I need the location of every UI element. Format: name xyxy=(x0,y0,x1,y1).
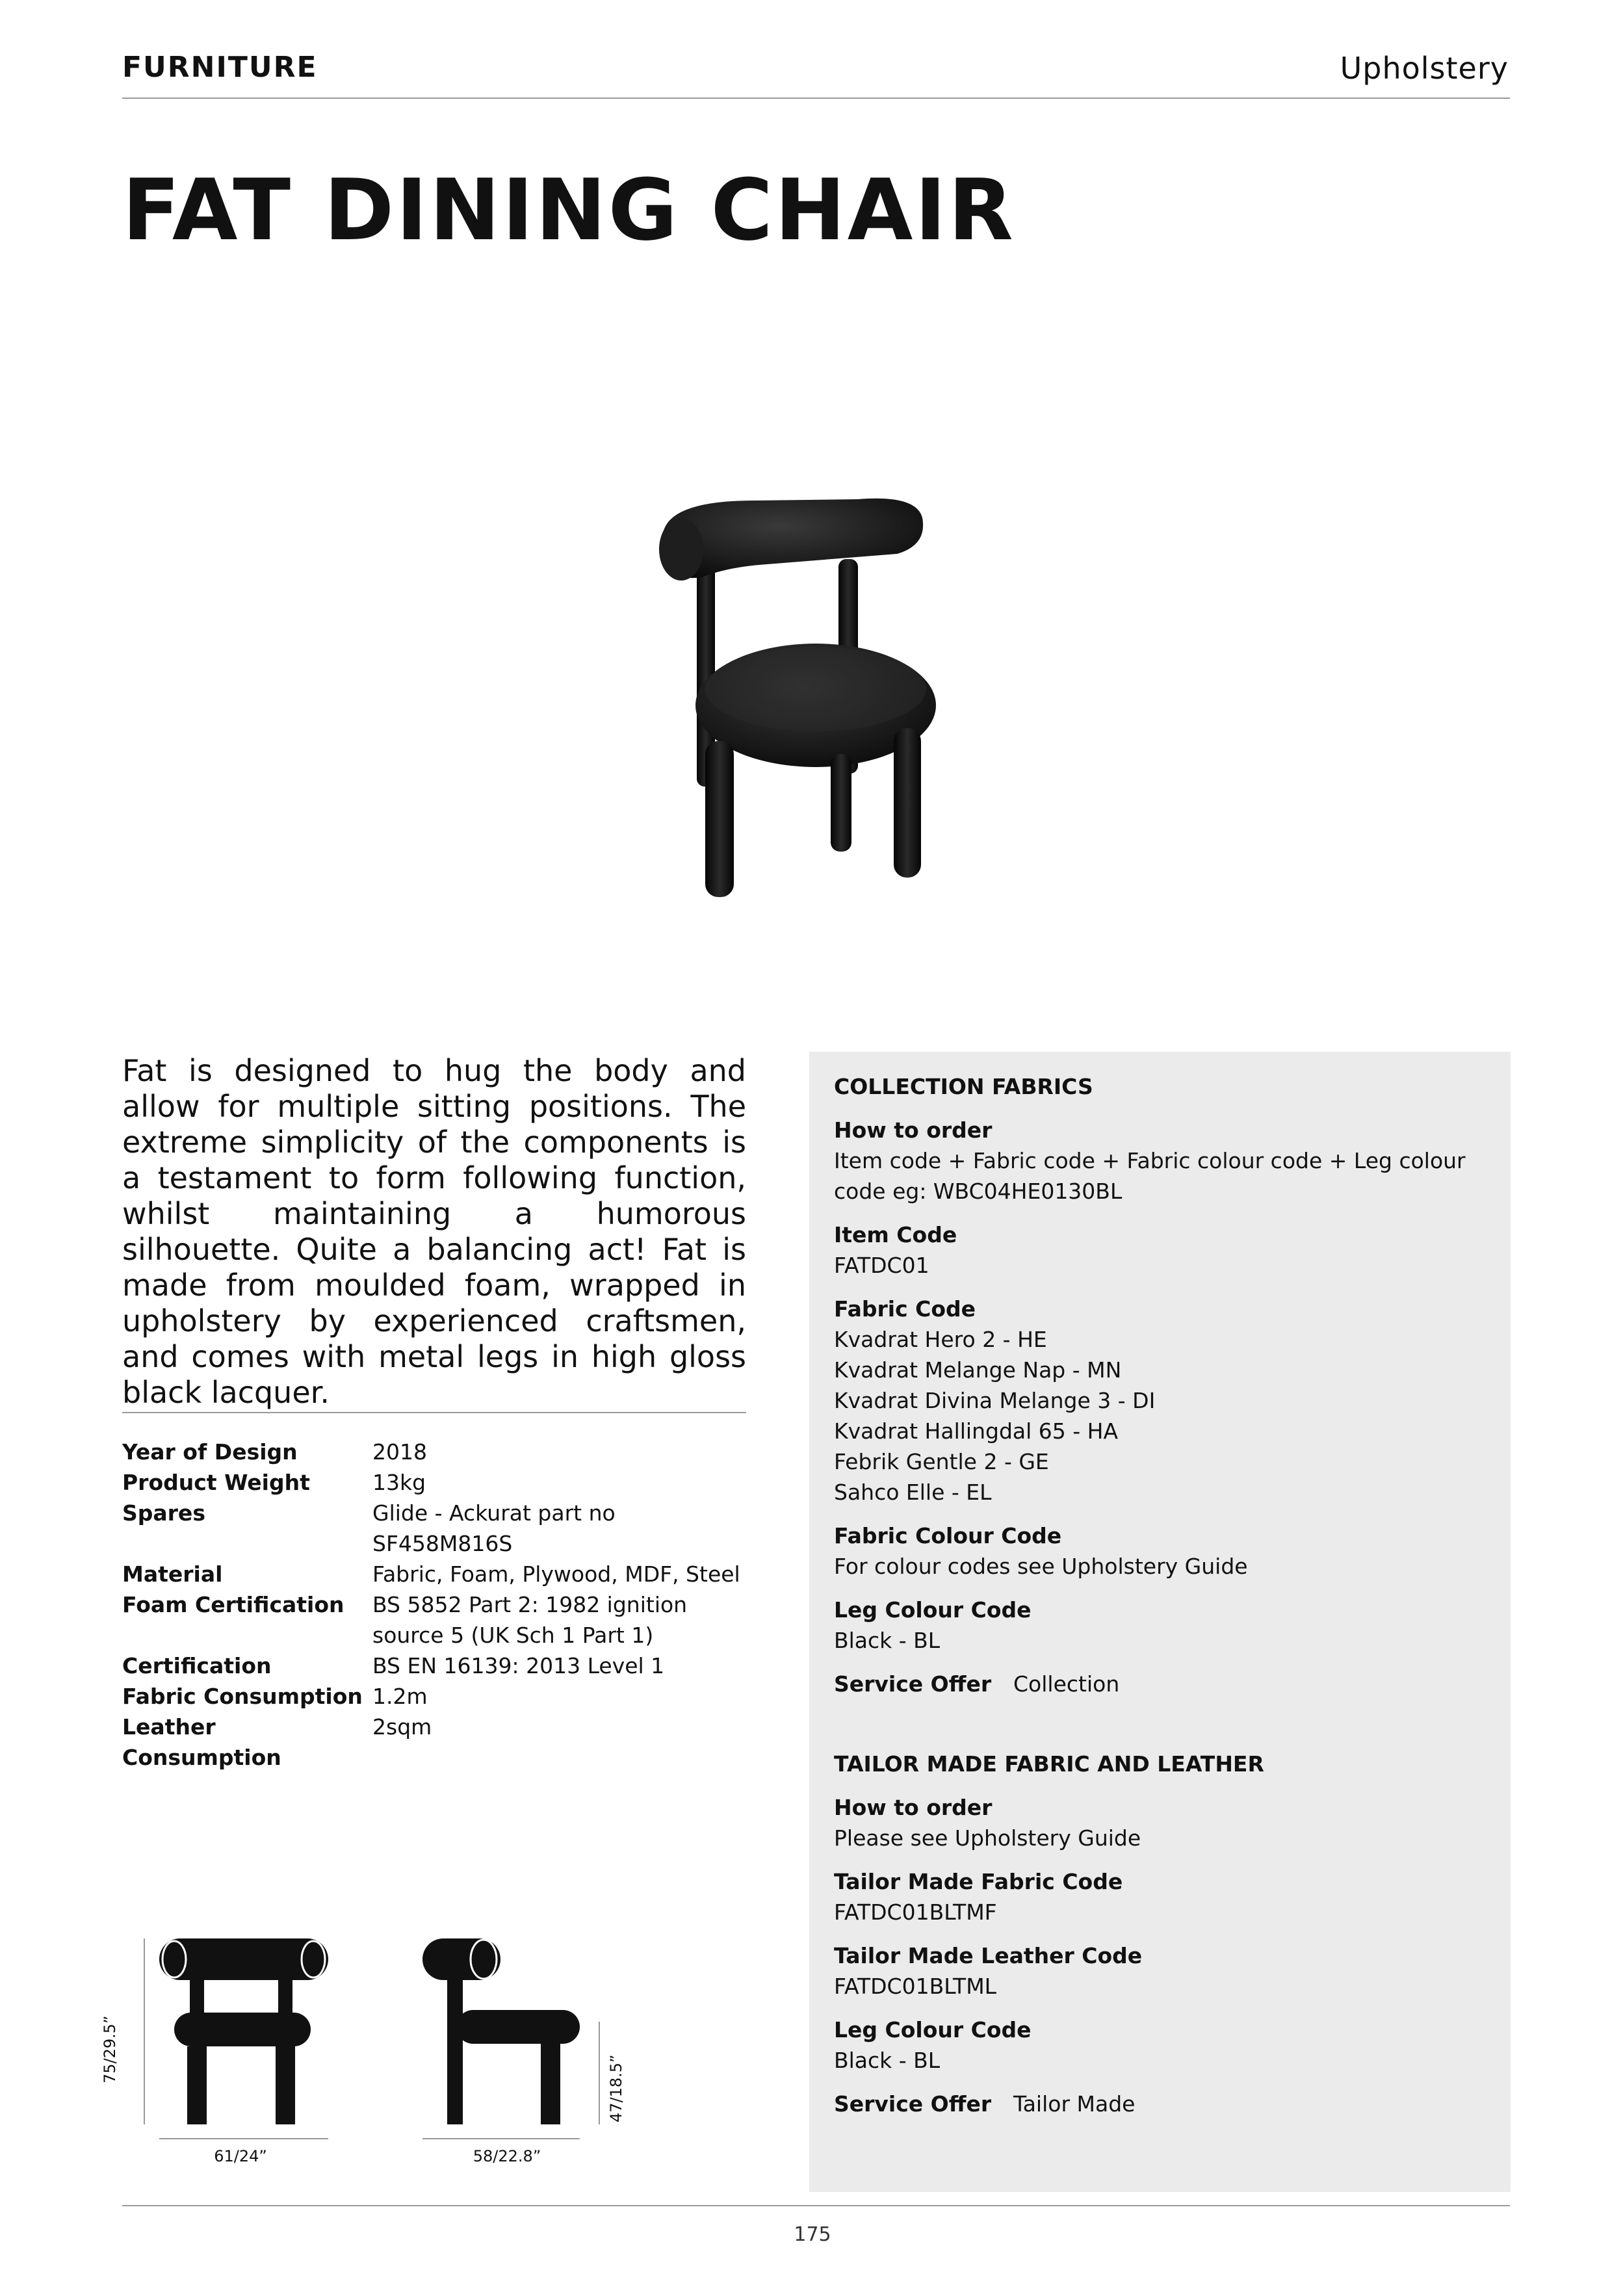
how-to-order-text: Item code + Fabric code + Fabric colour code + Leg colour code eg: WBC04HE0130BL xyxy=(834,1148,1466,1204)
side-depth-dimension: 58/22.8” xyxy=(473,2147,541,2165)
page-number: 175 xyxy=(794,2223,831,2246)
spec-value: Glide - Ackurat part no SF458M816S xyxy=(372,1500,616,1556)
fabric-code-item: Febrik Gentle 2 - GE xyxy=(834,1449,1049,1474)
description-divider xyxy=(122,1412,746,1413)
fabric-code-item: Kvadrat Divina Melange 3 - DI xyxy=(834,1388,1156,1413)
spec-row xyxy=(122,1589,746,1650)
spec-row xyxy=(122,1559,746,1589)
spec-label: Fabric Consumption xyxy=(122,1684,363,1709)
leg-colour-value: Black - BL xyxy=(834,1628,941,1653)
leg-colour-label: Leg Colour Code xyxy=(834,1597,1032,1623)
tailor-leg-colour-label: Leg Colour Code xyxy=(834,2017,1032,2042)
ordering-panel xyxy=(809,1052,1511,2192)
fabric-code-item: Kvadrat Hallingdal 65 - HA xyxy=(834,1418,1119,1444)
spec-row xyxy=(122,1712,746,1773)
spec-value: BS 5852 Part 2: 1982 ignition source 5 (UK Sch 1 Part 1) xyxy=(372,1592,688,1648)
footer-divider xyxy=(122,2205,1510,2206)
tailor-how-to-order-text: Please see Upholstery Guide xyxy=(834,1825,1141,1851)
fabric-code-item: Sahco Elle - EL xyxy=(834,1480,992,1505)
spec-value: BS EN 16139: 2013 Level 1 xyxy=(372,1653,665,1678)
front-height-dimension: 75/29.5” xyxy=(101,2015,119,2083)
spec-table xyxy=(122,1437,746,1773)
tailor-leg-colour-value: Black - BL xyxy=(834,2048,941,2073)
seat-height-dimension: 47/18.5” xyxy=(607,2054,625,2122)
spec-value: Fabric, Foam, Plywood, MDF, Steel xyxy=(372,1561,740,1587)
service-offer-value: Collection xyxy=(1013,1671,1120,1697)
spec-label: Year of Design xyxy=(122,1439,298,1465)
tailor-service-offer-label: Service Offer xyxy=(834,2091,992,2117)
product-description: Fat is designed to hug the body and allow for multiple sitting positions. The extreme simplicity of the components is a testament to form following function, whilst maintaining a humorous silhouette. Quite a balancing act! Fat is made from moulded foam, wrapped in upholstery by experienced craftsmen, and comes with metal legs in high gloss black lacquer. xyxy=(122,1053,746,1410)
front-width-dimension: 61/24” xyxy=(214,2147,267,2165)
spec-row xyxy=(122,1467,746,1498)
spec-row xyxy=(122,1650,746,1681)
service-offer-label: Service Offer xyxy=(834,1671,992,1697)
spec-row xyxy=(122,1498,746,1559)
header-divider xyxy=(122,98,1510,99)
tailor-how-to-order-label: How to order xyxy=(834,1795,993,1820)
front-view-drawing xyxy=(130,1924,344,2158)
spec-label: Product Weight xyxy=(122,1470,310,1495)
spec-label: Leather Consumption xyxy=(122,1714,281,1770)
tailor-leather-code-value: FATDC01BLTML xyxy=(834,1974,997,1999)
fabric-code-item: Kvadrat Melange Nap - MN xyxy=(834,1357,1122,1383)
collection-title: COLLECTION FABRICS xyxy=(834,1074,1093,1099)
spec-label: Spares xyxy=(122,1500,205,1526)
item-code-value: FATDC01 xyxy=(834,1253,929,1278)
how-to-order-label: How to order xyxy=(834,1117,993,1143)
fabric-colour-label: Fabric Colour Code xyxy=(834,1523,1062,1548)
tailor-fabric-code-value: FATDC01BLTMF xyxy=(834,1899,997,1925)
spec-row xyxy=(122,1437,746,1467)
category-label: Upholstery xyxy=(1340,51,1509,86)
spec-label: Material xyxy=(122,1561,223,1587)
item-code-label: Item Code xyxy=(834,1222,957,1247)
page-title: FAT DINING CHAIR xyxy=(122,161,1015,259)
spec-label: Foam Certification xyxy=(122,1592,344,1617)
side-view-drawing xyxy=(416,1924,611,2158)
spec-value: 1.2m xyxy=(372,1684,428,1709)
spec-value: 2sqm xyxy=(372,1714,432,1740)
tailor-fabric-code-label: Tailor Made Fabric Code xyxy=(834,1869,1123,1894)
fabric-code-label: Fabric Code xyxy=(834,1296,976,1322)
fabric-colour-value: For colour codes see Upholstery Guide xyxy=(834,1554,1248,1579)
tailor-made-title: TAILOR MADE FABRIC AND LEATHER xyxy=(834,1751,1264,1777)
spec-label: Certification xyxy=(122,1653,272,1678)
chair-image xyxy=(624,494,962,910)
tailor-leather-code-label: Tailor Made Leather Code xyxy=(834,1943,1143,1968)
spec-row xyxy=(122,1681,746,1712)
fabric-code-item: Kvadrat Hero 2 - HE xyxy=(834,1327,1047,1352)
spec-value: 13kg xyxy=(372,1470,426,1495)
tailor-service-offer-value: Tailor Made xyxy=(1013,2091,1136,2117)
section-label: FURNITURE xyxy=(122,51,318,84)
spec-value: 2018 xyxy=(372,1439,427,1465)
